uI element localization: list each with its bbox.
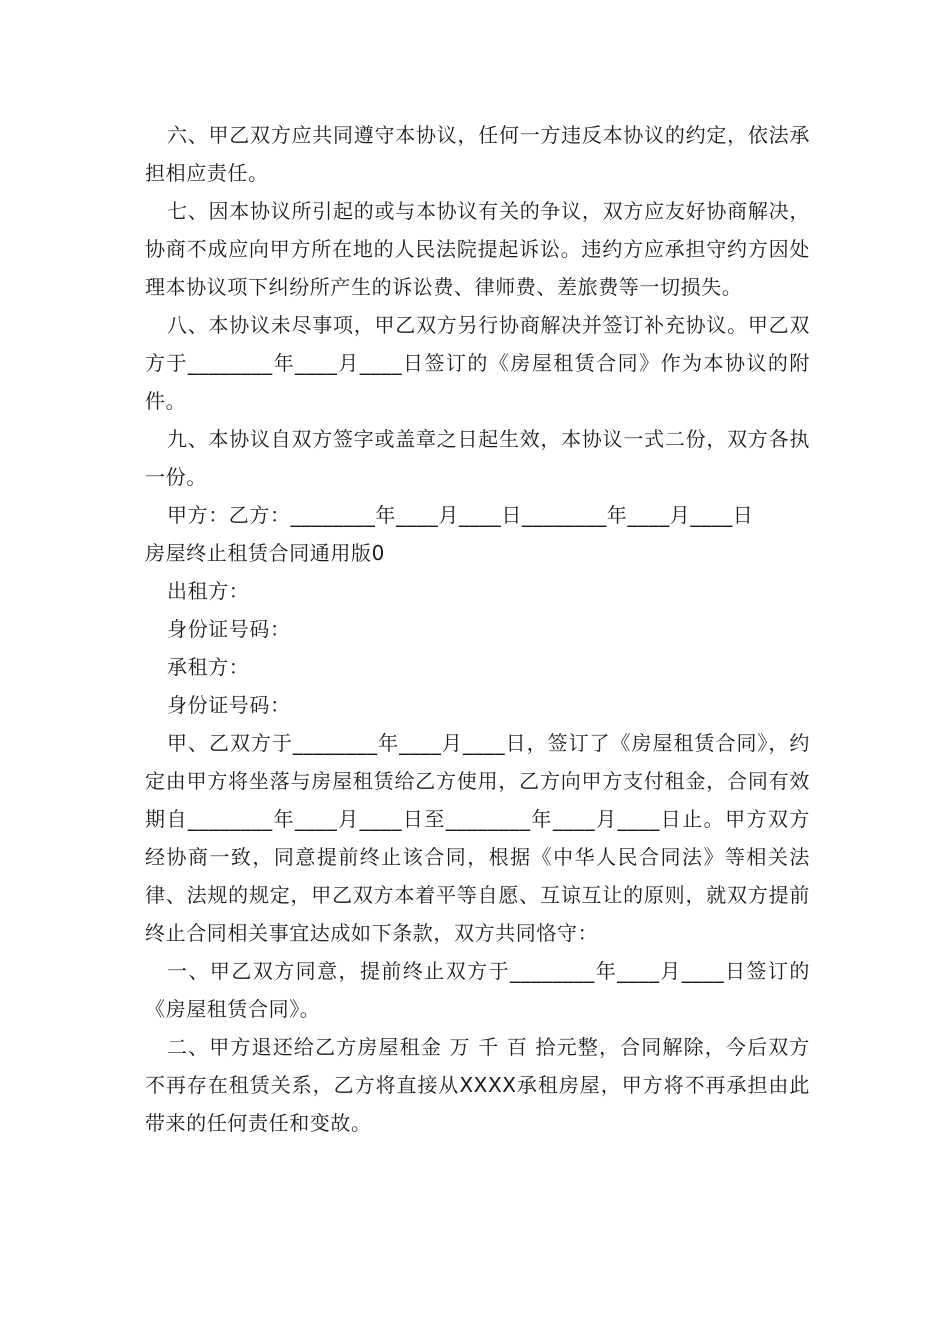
preamble: 甲、乙双方于________年____月____日，签订了《房屋租赁合同》，约定由甲方将坐落与房屋租赁给乙方使用，乙方向甲方支付租金，合同有效期自________年____月____日至________年____月____日止。甲方双方经协商一致，同意提前终止该合同，根据《中华人民合同法》等相关法律、法规的规定，甲乙双方本着平等自愿、互谅互让的原则，就双方提前终止合同相关事宜达成如下条款，双方共同恪守： bbox=[145, 731, 810, 945]
clause-6: 六、甲乙双方应共同遵守本协议，任何一方违反本协议的约定，依法承担相应责任。 bbox=[145, 123, 810, 185]
term-1: 一、甲乙双方同意，提前终止双方于________年____月____日签订的《房屋租赁合同》。 bbox=[145, 959, 810, 1021]
lessor-id-field: 身份证号码： bbox=[167, 617, 291, 641]
document-body bbox=[145, 116, 810, 1142]
lessor-field: 出租方： bbox=[167, 579, 250, 603]
lessee-id-field: 身份证号码： bbox=[167, 693, 291, 717]
lessee-field: 承租方： bbox=[167, 655, 250, 679]
term-2: 二、甲方退还给乙方房屋租金 万 千 百 拾元整，合同解除，今后双方不再存在租赁关系，乙方将直接从XXXX承租房屋，甲方将不再承担由此带来的任何责任和变故。 bbox=[145, 1035, 810, 1135]
clause-9: 九、本协议自双方签字或盖章之日起生效，本协议一式二份，双方各执一份。 bbox=[145, 427, 810, 489]
document-title: 房屋终止租赁合同通用版0 bbox=[145, 541, 385, 565]
clause-8: 八、本协议未尽事项，甲乙双方另行协商解决并签订补充协议。甲乙双方于________年____月____日签订的《房屋租赁合同》作为本协议的附件。 bbox=[145, 313, 810, 413]
clause-7: 七、因本协议所引起的或与本协议有关的争议，双方应友好协商解决，协商不成应向甲方所在地的人民法院提起诉讼。违约方应承担守约方因处理本协议项下纠纷所产生的诉讼费、律师费、差旅费等一切损失。 bbox=[145, 199, 810, 299]
signature-line: 甲方：乙方：________年____月____日________年____月____日 bbox=[167, 503, 754, 527]
